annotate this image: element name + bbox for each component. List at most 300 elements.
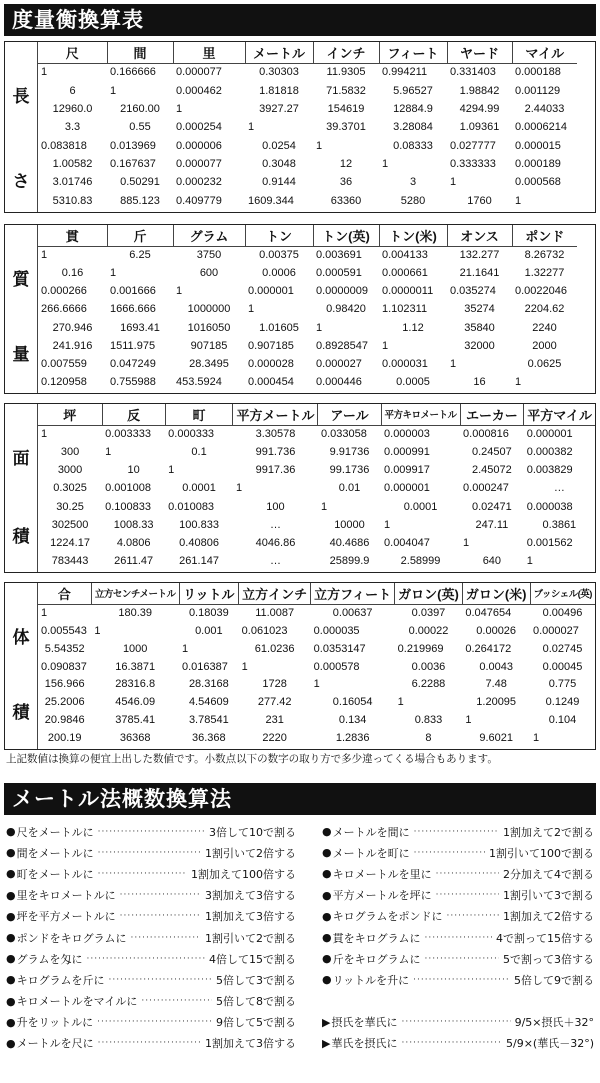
- value-cell: 11.9305: [326, 66, 366, 79]
- value-cell: 11.0087: [255, 607, 295, 620]
- value-cell: 0.1249: [545, 696, 580, 709]
- value-cell: 180.39: [118, 607, 153, 620]
- rule-result: 1割加えて100倍する: [191, 867, 296, 881]
- value-cell: 1008.33: [113, 518, 154, 531]
- unit-header: 反: [102, 404, 165, 425]
- value-cell: 0.16054: [332, 696, 373, 709]
- value-cell: …: [269, 554, 281, 567]
- rule-result: 3割加えて3倍する: [205, 889, 296, 903]
- value-cell: 0.50291: [120, 176, 160, 189]
- value-cell: 1609.344: [248, 194, 294, 207]
- category-label: [5, 225, 38, 393]
- conversion-rule: [6, 948, 296, 969]
- bullet-icon: ●: [6, 952, 16, 966]
- table-row: [38, 552, 595, 570]
- value-cell: 1: [382, 339, 389, 352]
- value-cell: 0.061023: [241, 624, 288, 637]
- unit-header: メートル: [245, 42, 313, 63]
- value-cell: 0.000188: [515, 66, 561, 79]
- value-cell: 0.409779: [176, 194, 222, 207]
- unit-header: トン(米): [379, 225, 447, 246]
- rule-result: 2分加えて4で割る: [503, 867, 594, 881]
- value-cell: 20.9846: [44, 714, 85, 727]
- value-cell: 2611.47: [114, 554, 154, 567]
- value-cell: 0.00637: [332, 607, 373, 620]
- value-cell: 6.2288: [411, 678, 446, 691]
- unit-header: マイル: [512, 42, 577, 63]
- value-cell: 5.54352: [44, 642, 85, 655]
- value-cell: 132.277: [459, 249, 500, 262]
- value-cell: 1: [41, 66, 48, 79]
- bullet-icon: ●: [6, 931, 16, 945]
- value-cell: 1: [313, 678, 320, 691]
- value-cell: 2.45072: [471, 464, 512, 477]
- unit-header: 平方マイル: [524, 404, 595, 425]
- value-cell: 1: [105, 446, 112, 459]
- value-cell: 1760: [467, 194, 492, 207]
- value-cell: 0.000038: [526, 500, 573, 513]
- header-row: [38, 404, 595, 425]
- value-cell: 0.033058: [320, 428, 367, 441]
- value-cell: 302500: [51, 518, 89, 531]
- value-cell: 4294.99: [459, 102, 500, 115]
- table-row: [38, 640, 595, 658]
- rule-result: 9/5×摂氏＋32°: [514, 1016, 594, 1030]
- rules-right-column: [322, 821, 594, 1054]
- value-cell: 1: [465, 714, 472, 727]
- rule-result: 5倍して8で割る: [216, 995, 296, 1009]
- unit-header: ガロン(米): [462, 583, 530, 604]
- conversion-rule: [322, 927, 594, 948]
- rule-result: 5で割って3倍する: [503, 952, 594, 966]
- value-cell: 39.3701: [326, 121, 366, 134]
- table-row: [38, 192, 577, 210]
- value-cell: 261.147: [179, 554, 219, 567]
- value-cell: 0.003333: [105, 428, 152, 441]
- value-cell: 1693.41: [120, 321, 160, 334]
- value-cell: 0.02471: [471, 500, 512, 513]
- conversion-grid: [38, 42, 577, 210]
- rule-label: キロメートルを里に: [332, 867, 432, 881]
- leader-dots: [87, 954, 206, 964]
- value-cell: 0.090837: [41, 660, 87, 673]
- metric-approximation-title: メートル法概数換算法: [4, 783, 596, 815]
- unit-header: トン(英): [313, 225, 379, 246]
- value-cell: 3.01746: [52, 176, 93, 189]
- value-cell: 154619: [327, 102, 365, 115]
- bullet-icon: ●: [322, 909, 332, 923]
- conversion-rule: [322, 821, 594, 842]
- rule-result: 1割引いて100で割る: [489, 846, 594, 860]
- value-cell: 0.104: [548, 714, 577, 727]
- value-cell: 0.000454: [248, 375, 294, 388]
- conversion-rule: [322, 969, 594, 990]
- value-cell: 0.40806: [179, 536, 219, 549]
- value-cell: 1.81818: [259, 84, 299, 97]
- bullet-icon: ●: [6, 846, 16, 860]
- value-cell: 0.000254: [176, 121, 222, 134]
- value-cell: 0.264172: [465, 642, 512, 655]
- value-cell: 28.3495: [189, 357, 229, 370]
- value-cell: 1.102311: [382, 303, 428, 316]
- rule-result: 1割加えて2倍する: [503, 910, 594, 924]
- conversion-grid: [38, 583, 595, 747]
- value-cell: 1: [320, 500, 328, 513]
- value-cell: 25.2006: [44, 696, 85, 709]
- rule-result: 1割引いて2で割る: [205, 931, 296, 945]
- leader-dots: [98, 1038, 201, 1048]
- value-cell: 0.016387: [182, 660, 228, 673]
- leader-dots: [98, 827, 205, 837]
- conversion-rule: [6, 1033, 296, 1054]
- table-row: [38, 443, 595, 461]
- value-cell: 0.755988: [110, 375, 156, 388]
- table-row: [38, 622, 595, 640]
- value-cell: 277.42: [257, 696, 292, 709]
- rule-label: キログラムを斤に: [16, 973, 105, 987]
- value-cell: 0.005543: [41, 624, 87, 637]
- value-cell: 3927.27: [259, 102, 299, 115]
- value-cell: 1: [168, 464, 175, 477]
- value-cell: 4546.09: [115, 696, 156, 709]
- unit-header: 立方インチ: [239, 583, 311, 604]
- unit-header: 平方キロメートル: [381, 404, 460, 425]
- value-cell: 1.20095: [476, 696, 517, 709]
- value-cell: 0.003691: [316, 249, 362, 262]
- value-cell: 2.58999: [400, 554, 441, 567]
- value-cell: 0.000232: [176, 176, 222, 189]
- unit-header: 尺: [38, 42, 107, 63]
- value-cell: 0.08333: [393, 139, 433, 152]
- rule-result: 9倍して5で割る: [216, 1016, 296, 1030]
- leader-dots: [97, 1017, 212, 1027]
- category-char: 面: [12, 449, 30, 469]
- value-cell: 0.000077: [176, 158, 222, 171]
- value-cell: 0.00375: [259, 249, 299, 262]
- value-cell: 9.91736: [329, 446, 370, 459]
- value-cell: 12960.0: [52, 102, 93, 115]
- table-row: [38, 711, 595, 729]
- rule-result: 1割加えて2で割る: [503, 825, 594, 839]
- value-cell: 0.004133: [382, 249, 428, 262]
- unit-header: グラム: [173, 225, 245, 246]
- value-cell: 1: [384, 518, 391, 531]
- table-row: [38, 355, 577, 373]
- value-cell: 3785.41: [115, 714, 156, 727]
- rule-label: キログラムをポンドに: [332, 910, 443, 924]
- leader-dots: [120, 890, 201, 900]
- value-cell: 0.0625: [527, 357, 562, 370]
- value-cell: 0.16: [61, 267, 84, 280]
- category-char: さ: [12, 172, 30, 192]
- unit-header: 貫: [38, 225, 107, 246]
- value-cell: 0.004047: [384, 536, 430, 549]
- conversion-rule: [6, 821, 296, 842]
- value-cell: 241.916: [52, 339, 93, 352]
- leader-dots: [414, 848, 485, 858]
- bullet-icon: ▶: [322, 1036, 331, 1050]
- value-cell: 0.007559: [41, 357, 87, 370]
- volume-table: [4, 582, 596, 750]
- value-cell: 1: [533, 732, 540, 745]
- bullet-icon: ●: [6, 1036, 16, 1050]
- table-row: [38, 498, 595, 516]
- unit-header: ポンド: [512, 225, 577, 246]
- unit-header: エーカー: [460, 404, 524, 425]
- value-cell: 100: [266, 500, 285, 513]
- value-cell: 0.00022: [408, 624, 449, 637]
- value-cell: 35840: [464, 321, 495, 334]
- value-cell: 0.134: [338, 714, 367, 727]
- value-cell: 1.12: [402, 321, 424, 334]
- value-cell: 16.3871: [115, 660, 156, 673]
- category-char: 量: [12, 345, 30, 365]
- conversion-rule: [6, 969, 296, 990]
- unit-header: オンス: [447, 225, 512, 246]
- value-cell: 0.000189: [515, 158, 561, 171]
- value-cell: 0.000015: [515, 139, 561, 152]
- value-cell: 453.5924: [176, 375, 222, 388]
- value-cell: 0.0254: [262, 139, 296, 152]
- value-cell: 0.000591: [316, 267, 362, 280]
- category-label: [5, 583, 38, 749]
- rule-label: 坪を平方メートルに: [16, 910, 116, 924]
- value-cell: 0.000027: [533, 624, 579, 637]
- value-cell: 8: [425, 732, 432, 745]
- value-cell: 0.000816: [463, 428, 509, 441]
- unit-header: 斤: [107, 225, 173, 246]
- bullet-icon: ●: [322, 931, 332, 945]
- value-cell: 100.833: [179, 518, 219, 531]
- value-cell: 1016050: [187, 321, 231, 334]
- value-cell: 1.01605: [259, 321, 299, 334]
- table-row: [38, 246, 577, 264]
- bullet-icon: ●: [322, 952, 332, 966]
- value-cell: 0.000382: [526, 446, 573, 459]
- value-cell: 2160.00: [120, 102, 160, 115]
- table-row: [38, 118, 577, 136]
- rule-label: メートルを間に: [332, 825, 410, 839]
- value-cell: 0.000001: [384, 482, 430, 495]
- value-cell: 0.001666: [110, 285, 156, 298]
- leader-dots: [425, 954, 500, 964]
- rule-result: 1割引いて3で割る: [503, 889, 594, 903]
- table-row: [38, 155, 577, 173]
- table-row: [38, 425, 595, 443]
- value-cell: 0.000462: [176, 84, 222, 97]
- table-row: [38, 658, 595, 676]
- value-cell: 0.24507: [471, 446, 512, 459]
- conversion-rule: [6, 842, 296, 863]
- value-cell: 1: [241, 660, 248, 673]
- value-cell: 0.000028: [248, 357, 294, 370]
- value-cell: 0.01: [338, 482, 361, 495]
- unit-header: 間: [107, 42, 173, 63]
- value-cell: 1000: [122, 642, 148, 655]
- value-cell: …: [269, 518, 281, 531]
- value-cell: 0.001562: [526, 536, 573, 549]
- value-cell: 30.25: [56, 500, 84, 513]
- value-cell: 247.11: [475, 518, 509, 531]
- unit-header: 平方メートル: [233, 404, 318, 425]
- leader-dots: [425, 933, 493, 943]
- value-cell: 1: [382, 158, 389, 171]
- table-row: [38, 676, 595, 694]
- value-cell: 0.18039: [188, 607, 229, 620]
- unit-header: 里: [173, 42, 245, 63]
- conversion-rule: [322, 842, 594, 863]
- value-cell: 0.000266: [41, 285, 87, 298]
- leader-dots: [98, 869, 187, 879]
- conversion-rule: [322, 991, 594, 1012]
- value-cell: 36368: [119, 732, 151, 745]
- value-cell: 1.98842: [459, 84, 500, 97]
- value-cell: 2240: [532, 321, 557, 334]
- header-row: [38, 42, 577, 63]
- table-row: [38, 461, 595, 479]
- conversion-rule: [322, 948, 594, 969]
- value-cell: 0.3861: [542, 518, 577, 531]
- rule-result: 5/9×(華氏－32°): [506, 1037, 594, 1051]
- value-cell: 10: [127, 464, 140, 477]
- rule-result: 3倍して10で割る: [209, 825, 296, 839]
- leader-dots: [98, 848, 201, 858]
- table-row: [38, 534, 595, 552]
- value-cell: 0.000568: [515, 176, 561, 189]
- value-cell: 1: [110, 267, 117, 280]
- value-cell: 0.010083: [168, 500, 215, 513]
- value-cell: 1728: [262, 678, 287, 691]
- value-cell: 36: [339, 176, 353, 189]
- value-cell: 0.167637: [110, 158, 156, 171]
- conversion-table-title: 度量衡換算表: [4, 4, 596, 36]
- value-cell: 1: [450, 357, 457, 370]
- value-cell: 0.000077: [176, 66, 222, 79]
- unit-header: アール: [318, 404, 381, 425]
- footnote: 上記数値は換算の便宜上出した数値です。小数点以下の数字の取り方で多少違ってくる場合もあります。: [6, 753, 498, 765]
- category-char: 質: [12, 270, 30, 290]
- value-cell: 0.047654: [465, 607, 512, 620]
- value-cell: 0.047249: [110, 357, 156, 370]
- value-cell: 3.30578: [255, 428, 296, 441]
- value-cell: 1: [397, 696, 404, 709]
- value-cell: 2220: [262, 732, 287, 745]
- value-cell: 1: [110, 84, 117, 97]
- conversion-rule: [322, 885, 594, 906]
- value-cell: 35274: [464, 303, 495, 316]
- value-cell: 1666.666: [110, 303, 156, 316]
- value-cell: 2204.62: [524, 303, 565, 316]
- table-row: [38, 693, 595, 711]
- table-row: [38, 137, 577, 155]
- rule-result: 4で割って15倍する: [496, 931, 594, 945]
- value-cell: 28.3168: [188, 678, 229, 691]
- value-cell: 61.0236: [254, 642, 295, 655]
- value-cell: 1: [41, 249, 48, 262]
- value-cell: 885.123: [120, 194, 160, 207]
- rule-label: 斤をキログラムに: [332, 952, 421, 966]
- rule-label: キロメートルをマイルに: [16, 995, 138, 1009]
- table-row: [38, 282, 577, 300]
- value-cell: 5.96527: [393, 84, 433, 97]
- conversion-rule: [322, 1033, 594, 1054]
- value-cell: 907185: [190, 339, 228, 352]
- value-cell: 0.100833: [105, 500, 152, 513]
- value-cell: 3000: [57, 464, 83, 477]
- rule-label: 間をメートルに: [16, 846, 94, 860]
- value-cell: 6: [69, 84, 76, 97]
- value-cell: 0.000661: [382, 267, 428, 280]
- value-cell: 0.9144: [262, 176, 296, 189]
- value-cell: 1: [41, 428, 48, 441]
- value-cell: 28316.8: [115, 678, 156, 691]
- value-cell: 0.035274: [450, 285, 496, 298]
- leader-dots: [109, 975, 213, 985]
- value-cell: 0.000578: [313, 660, 360, 673]
- rule-label: グラムを匁に: [16, 952, 83, 966]
- value-cell: 1: [235, 482, 243, 495]
- value-cell: 0.0043: [479, 660, 513, 673]
- leader-dots: [401, 1038, 502, 1048]
- unit-header: 坪: [38, 404, 102, 425]
- header-row: [38, 225, 577, 246]
- value-cell: 5280: [400, 194, 426, 207]
- value-cell: 266.6666: [41, 303, 87, 316]
- conversion-rule: [6, 885, 296, 906]
- value-cell: 0.331403: [450, 66, 496, 79]
- value-cell: 0.000247: [463, 482, 509, 495]
- rule-label: メートルを町に: [332, 846, 410, 860]
- rule-label: 貫をキログラムに: [332, 931, 421, 945]
- rule-label: 華氏を摂氏に: [331, 1037, 398, 1051]
- rule-label: 升をリットルに: [16, 1016, 94, 1030]
- value-cell: 0.003829: [526, 464, 573, 477]
- value-cell: 0.000031: [382, 357, 428, 370]
- value-cell: 0.0006214: [515, 121, 567, 134]
- value-cell: 991.736: [255, 446, 296, 459]
- value-cell: 0.000035: [313, 624, 360, 637]
- value-cell: 1: [463, 536, 470, 549]
- value-cell: 1224.17: [50, 536, 90, 549]
- table-row: [38, 373, 577, 391]
- value-cell: 783443: [51, 554, 89, 567]
- value-cell: 1: [316, 321, 323, 334]
- value-cell: 0.3048: [262, 158, 296, 171]
- value-cell: 6.25: [129, 249, 151, 262]
- rule-label: 尺をメートルに: [16, 825, 94, 839]
- value-cell: 0.775: [548, 678, 577, 691]
- value-cell: 0.00496: [542, 607, 583, 620]
- value-cell: 25899.9: [329, 554, 370, 567]
- value-cell: 0.000446: [316, 375, 362, 388]
- value-cell: 1: [248, 121, 255, 134]
- rule-label: 里をキロメートルに: [16, 889, 116, 903]
- value-cell: 0.0001: [403, 500, 438, 513]
- value-cell: 0.98420: [326, 303, 366, 316]
- table-row: [38, 63, 577, 81]
- value-cell: 3.28084: [393, 121, 433, 134]
- value-cell: 1: [248, 303, 255, 316]
- value-cell: 0.833: [414, 714, 443, 727]
- value-cell: 0.55: [129, 121, 151, 134]
- bullet-icon: ●: [6, 867, 16, 881]
- value-cell: 5310.83: [52, 194, 93, 207]
- conversion-rule: [6, 991, 296, 1012]
- value-cell: 3: [409, 176, 417, 189]
- value-cell: 1.09361: [459, 121, 500, 134]
- value-cell: 12: [339, 158, 353, 171]
- leader-dots: [141, 996, 212, 1006]
